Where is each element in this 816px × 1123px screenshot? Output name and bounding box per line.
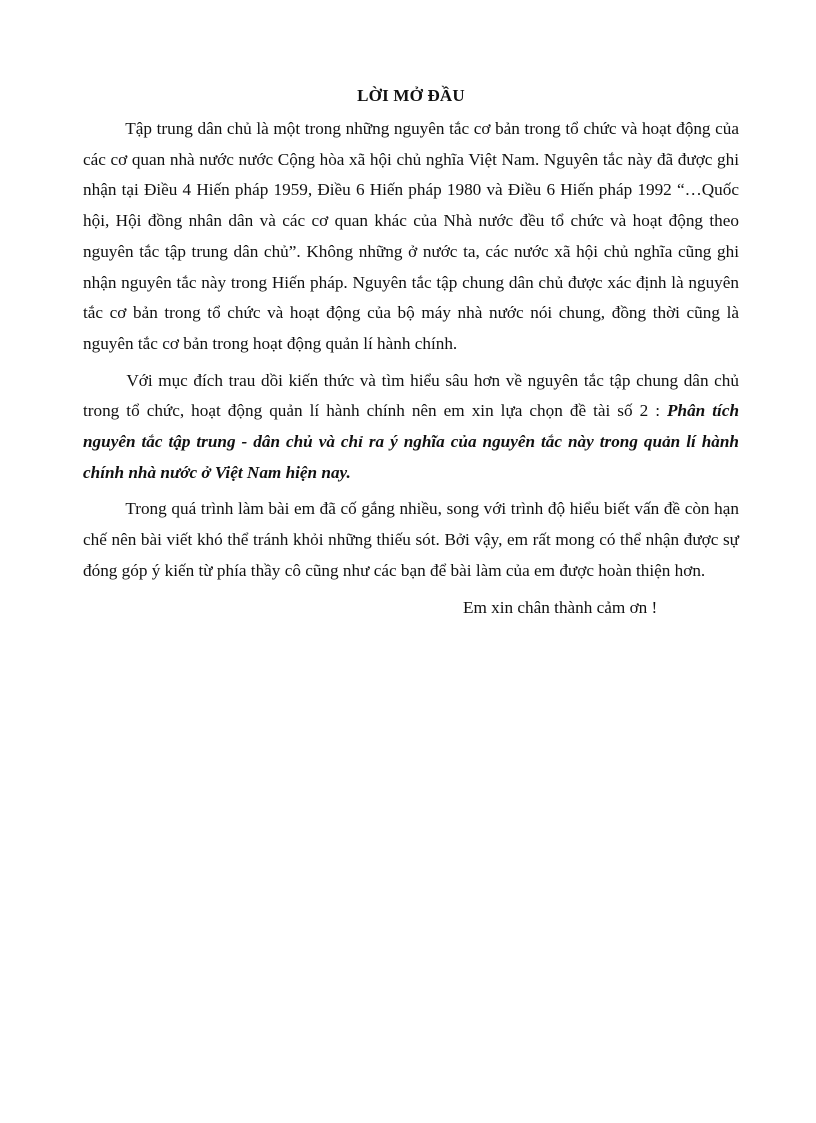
paragraph-intro [83,114,739,360]
paragraph-topic [83,366,739,489]
paragraph-apology-text: Trong quá trình làm bài em đã cố gắng nhiều, song với trình độ hiểu biết vấn đề còn hạn chế nên bài viết khó thể tránh khỏi những thiếu sót. Bởi vậy, em rất mong có thể nhận được sự đóng góp ý kiến từ phía thầy cô cũng như các bạn để bài làm của em được hoàn thiện hơn. [83,499,739,580]
paragraph-topic-text: Với mục đích trau dồi kiến thức và tìm hiểu sâu hơn về nguyên tắc tập chung dân chủ trong tổ chức, hoạt động quản lí hành chính nên em xin lựa chọn đề tài số 2 : [83,370,739,421]
topic-title: Phân tích nguyên tắc tập trung - dân chủ và chỉ ra ý nghĩa của nguyên tắc này trong quản lí hành chính nhà nước ở Việt Nam hiện nay. [83,401,740,482]
closing-thanks: Em xin chân thành cảm ơn ! [463,597,658,617]
paragraph-apology [83,494,739,586]
page-title: LỜI MỞ ĐẦU [357,86,465,105]
document-body [83,84,739,623]
paragraph-intro-text: Tập trung dân chủ là một trong những nguyên tắc cơ bản trong tổ chức và hoạt động của các cơ quan nhà nước nước Cộng hòa xã hội chủ nghĩa Việt Nam. Nguyên tắc này đã được ghi nhận tại Điều 4 Hiến pháp 1959, Điều 6 Hiến pháp 1980 và Điều 6 Hiến pháp 1992 “…Quốc hội, Hội đồng nhân dân và các cơ quan khác của Nhà nước đều tổ chức và hoạt động theo nguyên tắc tập trung dân chủ”. Không những ở nước ta, các nước xã hội chủ nghĩa cũng ghi nhận nguyên tắc này trong Hiến pháp. Nguyên tắc tập chung dân chủ được xác định là nguyên tắc cơ bản trong tổ chức và hoạt động của bộ máy nhà nước nói chung, đồng thời cũng là nguyên tắc cơ bản trong hoạt động quản lí hành chính. [83,119,739,353]
